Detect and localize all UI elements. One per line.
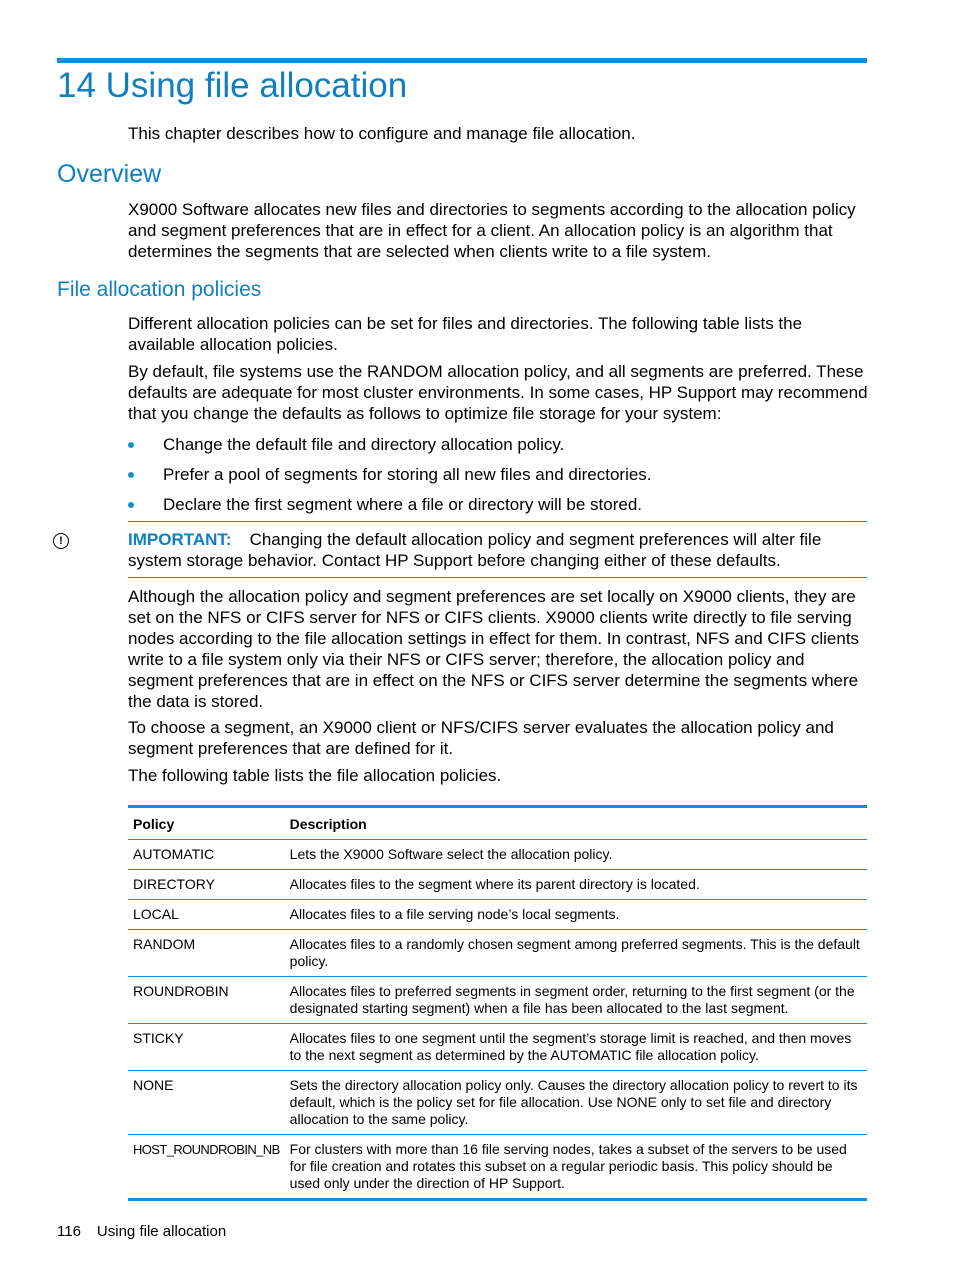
page-number: 116 bbox=[57, 1223, 81, 1240]
policy-cell: AUTOMATIC bbox=[133, 846, 215, 862]
table-row bbox=[128, 840, 867, 870]
policy-cell: RANDOM bbox=[128, 930, 285, 977]
description-cell: Lets the X9000 Software select the allocation policy. bbox=[289, 846, 613, 862]
chapter-rule bbox=[57, 58, 867, 63]
policies-paragraph-4: To choose a segment, an X9000 client or NFS/CIFS server evaluates the allocation policy and segment preferences that are defined for it. bbox=[128, 718, 834, 758]
policy-cell: STICKY bbox=[128, 1024, 285, 1071]
important-label: IMPORTANT: bbox=[128, 530, 232, 549]
overview-heading: Overview bbox=[57, 160, 162, 188]
table-row bbox=[128, 1071, 867, 1135]
policies-paragraph-3: Although the allocation policy and segment preferences are set locally on X9000 clients, they are set on the NFS or CIFS server for NFS or CIFS clients. X9000 clients write directly to file serving nodes according to the file allocation settings in effect for them. In contrast, NFS and CIFS clients write to a file system only via their NFS or CIFS server; therefore, the allocation policy and segment preferences that are in effect on the NFS or CIFS server determine the segments where the data is stored. bbox=[128, 587, 860, 711]
description-cell: For clusters with more than 16 file serving nodes, takes a subset of the servers to be used for file creation and rotates this subset on a regular periodic basis. This policy should be used only under the direction of HP Support. bbox=[285, 1135, 867, 1200]
description-cell: Sets the directory allocation policy only. Causes the directory allocation policy to revert to its default, which is the policy set for file allocation. Use NONE only to set file and directory allocation to the same policy. bbox=[285, 1071, 867, 1135]
policy-cell: NONE bbox=[128, 1071, 285, 1135]
bullet-icon bbox=[128, 472, 134, 478]
important-icon: ! bbox=[53, 533, 69, 549]
table-row bbox=[128, 1024, 867, 1071]
description-cell: Allocates files to the segment where its parent directory is located. bbox=[285, 870, 867, 900]
policies-paragraph-5: The following table lists the file allocation policies. bbox=[128, 766, 502, 785]
important-text: Changing the default allocation policy and segment preferences will alter file system storage behavior. Contact HP Support before changing either of these defaults. bbox=[128, 530, 822, 570]
table-row bbox=[128, 900, 867, 930]
policy-cell: LOCAL bbox=[128, 900, 285, 930]
policy-cell: DIRECTORY bbox=[128, 870, 285, 900]
table-row bbox=[128, 930, 867, 977]
description-cell: Allocates files to preferred segments in segment order, returning to the first segment (or the designated starting segment) when a file has been allocated to the last segment. bbox=[285, 977, 867, 1024]
description-cell: Allocates files to one segment until the segment’s storage limit is reached, and then moves to the next segment as determined by the AUTOMATIC file allocation policy. bbox=[285, 1024, 867, 1071]
description-cell: Allocates files to a file serving node’s local segments. bbox=[285, 900, 867, 930]
policies-table bbox=[128, 805, 867, 1201]
description-cell: Allocates files to a randomly chosen segment among preferred segments. This is the default policy. bbox=[285, 930, 867, 977]
table-header-row bbox=[128, 807, 867, 840]
table-row bbox=[128, 1135, 867, 1200]
list-item: Declare the first segment where a file or directory will be stored. bbox=[128, 494, 868, 515]
list-item: Change the default file and directory allocation policy. bbox=[128, 434, 868, 455]
chapter-intro: This chapter describes how to configure and manage file allocation. bbox=[128, 124, 636, 143]
bullet-icon bbox=[128, 442, 134, 448]
column-header-description: Description bbox=[285, 807, 867, 840]
policy-cell: ROUNDROBIN bbox=[128, 977, 285, 1024]
chapter-title: 14 Using file allocation bbox=[57, 66, 408, 105]
policies-paragraph-2: By default, file systems use the RANDOM allocation policy, and all segments are preferred. These defaults are adequate for most cluster environments. In some cases, HP Support may recommend that you change the defaults as follows to optimize file storage for your system: bbox=[128, 362, 868, 423]
list-item: Prefer a pool of segments for storing all new files and directories. bbox=[128, 464, 868, 485]
overview-text: X9000 Software allocates new files and directories to segments according to the allocation policy and segment preferences that are in effect for a client. An allocation policy is an algorithm that determines the segments that are selected when clients write to a file system. bbox=[128, 200, 856, 261]
policies-heading: File allocation policies bbox=[57, 278, 262, 301]
page-footer bbox=[57, 1222, 226, 1241]
policy-cell: HOST_ROUNDROBIN_NB bbox=[128, 1135, 285, 1200]
recommendation-list bbox=[128, 434, 868, 524]
table-row bbox=[128, 870, 867, 900]
footer-section-title: Using file allocation bbox=[96, 1223, 227, 1240]
table-row bbox=[128, 977, 867, 1024]
policies-paragraph-1: Different allocation policies can be set for files and directories. The following table lists the available allocation policies. bbox=[128, 314, 803, 354]
important-note bbox=[128, 521, 867, 578]
bullet-icon bbox=[128, 502, 134, 508]
column-header-policy: Policy bbox=[128, 807, 285, 840]
